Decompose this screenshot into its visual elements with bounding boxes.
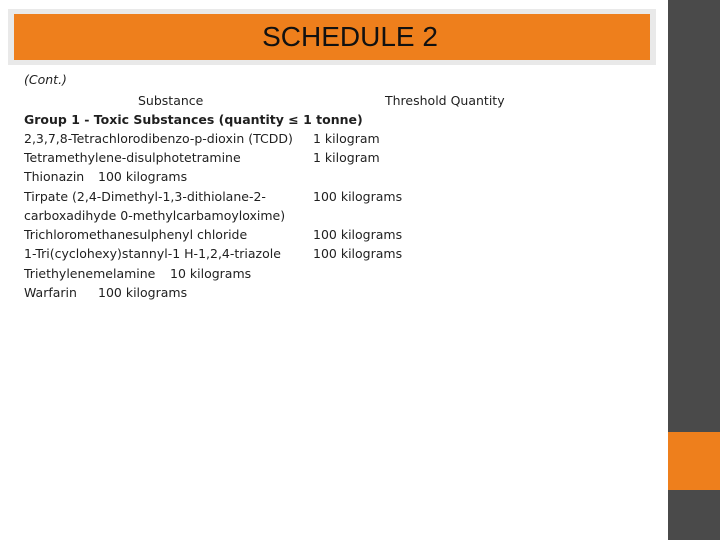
row-quantity: 1 kilogram [313,150,380,165]
row-substance: Warfarin [24,285,77,300]
row-quantity: 100 kilograms [313,227,403,242]
slide-title: SCHEDULE 2 [262,21,438,52]
row-substance: 2,3,7,8-Tetrachlorodibenzo-p-dioxin (TCDD) [24,131,293,146]
continued-label: (Cont.) [24,72,67,87]
right-side-accent [668,432,720,490]
header-substance: Substance [138,93,204,108]
row-substance: Trichloromethanesulphenyl chloride [24,227,248,242]
row-substance-line2: carboxadihyde 0-methylcarbamoyloxime) [24,208,286,223]
row-quantity: 100 kilograms [313,189,403,204]
row-quantity: 10 kilograms [170,266,252,281]
header-threshold: Threshold Quantity [385,93,505,108]
row-quantity: 1 kilogram [313,131,380,146]
row-substance: Thionazin [24,169,85,184]
row-quantity: 100 kilograms [313,246,403,261]
row-substance: Tetramethylene-disulphotetramine [24,150,241,165]
group-heading: Group 1 - Toxic Substances (quantity ≤ 1 tonne) [24,112,363,127]
row-quantity: 100 kilograms [98,169,188,184]
row-substance-line1: Tirpate (2,4-Dimethyl-1,3-dithiolane-2- [24,189,266,204]
row-substance: 1-Tri(cyclohexy)stannyl-1 H-1,2,4-triazole [24,246,281,261]
row-substance: Triethylenemelamine [24,266,156,281]
row-quantity: 100 kilograms [98,285,188,300]
title-banner [14,14,650,60]
